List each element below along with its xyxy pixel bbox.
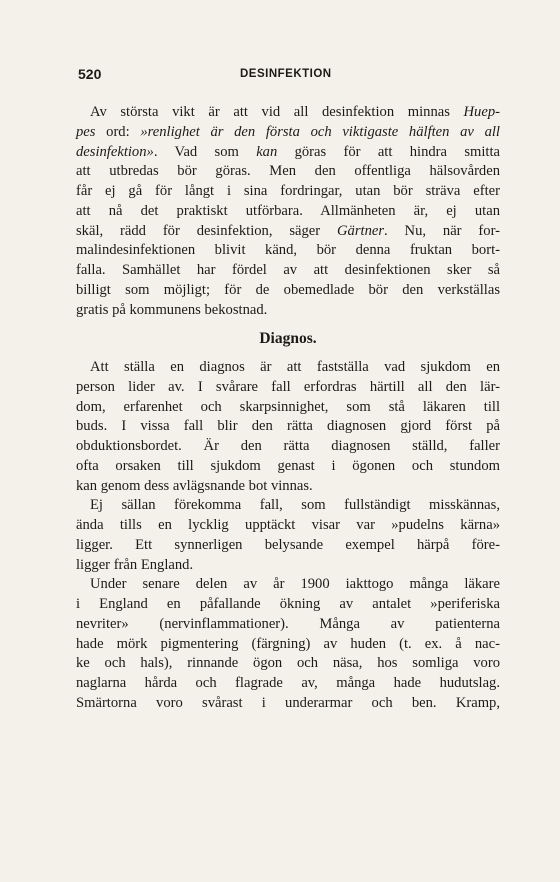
text-run: Smärtorna voro svårast i underarmar och ben. Kramp, [76,694,500,711]
italic-text: kan [256,143,278,160]
text-line [76,457,500,477]
text-line [76,162,500,182]
page-header [78,66,498,86]
text-run: falla. Samhället har fördel av att desinfektionen sker så [76,262,500,278]
text-run: att utbredas bör göras. Men den offentliga hälsovården [76,163,500,180]
text-line [76,595,500,615]
paragraph [76,575,500,713]
text-line [76,222,500,242]
text-run: Ej sällan förekomma fall, som fullständigt misskännas, [90,497,500,514]
text-line [76,575,500,595]
text-run: Att ställa en diagnos är att fastställa vad sjukdom en [90,359,500,375]
body-text [76,103,500,714]
paragraph [76,103,500,320]
text-line [76,635,500,655]
text-run: person lider av. I svårare fall erfordras härtill all den lär- [76,378,500,395]
text-run: skäl, rädd för desinfektion, säger [76,222,338,239]
text-line [76,103,500,123]
text-line [76,615,500,635]
text-line [76,261,500,281]
text-run: ord: [95,123,141,140]
text-run: Under senare delen av år 1900 iakttogo många läkare [90,576,500,593]
text-run: hade mörk pigmentering (färgning) av huden (t. ex. å nac- [76,635,500,652]
italic-text: »renlighet är den första och viktigaste hälften av all [140,123,500,140]
text-line [76,378,500,398]
text-run: gratis på kommunens bekostnad. [76,301,268,318]
text-run: ligger från England. [76,556,194,573]
text-line [76,674,500,694]
text-line [76,516,500,536]
text-run: ända tills en lycklig upptäckt visar var »pudelns kärna» [76,517,500,533]
text-line [76,358,500,378]
text-run: naglarna hårda och flagrade av, många hade hudutslag. [76,675,500,691]
text-line [76,477,500,497]
text-run: ke och hals), rinnande ögon och näsa, hos somliga voro [76,655,500,672]
text-line [76,536,500,556]
text-run: . Nu, när for- [384,222,500,239]
text-run: billigt som möjligt; för de obemedlade bör den verkställas [76,281,500,298]
text-run: buds. I vissa fall blir den rätta diagnosen gjord först på [76,418,500,435]
section-heading: Diagnos. [259,330,317,348]
text-line [76,556,500,576]
text-run: att nå det praktiskt utförbara. Allmänheten är, ej utan [76,202,500,219]
text-run: ligger. Ett synnerligen belysande exempel härpå före- [76,536,500,553]
italic-text: desinfektion» [76,143,154,160]
text-line [76,301,500,321]
text-run: . Vad som [153,143,257,160]
text-line [76,417,500,437]
paragraph [76,358,500,496]
text-line [76,241,500,261]
italic-text: Huep- [463,104,500,120]
text-run: göras för att hindra smitta [277,143,500,160]
paragraph [76,496,500,575]
text-line [76,654,500,674]
text-run: nevriter» (nervinflammationer). Många av patienterna [76,615,500,632]
text-run: Av största vikt är att vid all desinfektion minnas [90,104,464,120]
text-run: obduktionsbordet. Är den rätta diagnosen ställd, faller [76,438,500,454]
text-line [76,398,500,418]
text-line [76,202,500,222]
text-run: dom, erfarenhet och skarpsinnighet, som stå läkaren till [76,398,500,415]
page-number: 520 [78,66,102,82]
text-line [76,694,500,714]
italic-text: pes [76,123,96,140]
text-run: kan genom dess avlägsnande bot vinnas. [76,477,313,494]
text-line [76,123,500,143]
text-line [76,496,500,516]
italic-text: Gärtner [337,222,385,239]
text-line [76,143,500,163]
text-run: malindesinfektionen blivit känd, bör denna fruktan bort- [76,242,500,259]
running-head: DESINFEKTION [240,68,332,80]
text-line [76,437,500,457]
text-line [76,281,500,301]
text-run: ofta orsaken till sjukdom genast i ögonen och stundom [76,457,500,474]
text-run: i England en påfallande ökning av antalet »periferiska [76,596,500,612]
text-run: får ej gå för långt i sina fordringar, utan bör sträva efter [76,183,500,199]
text-line [76,182,500,202]
